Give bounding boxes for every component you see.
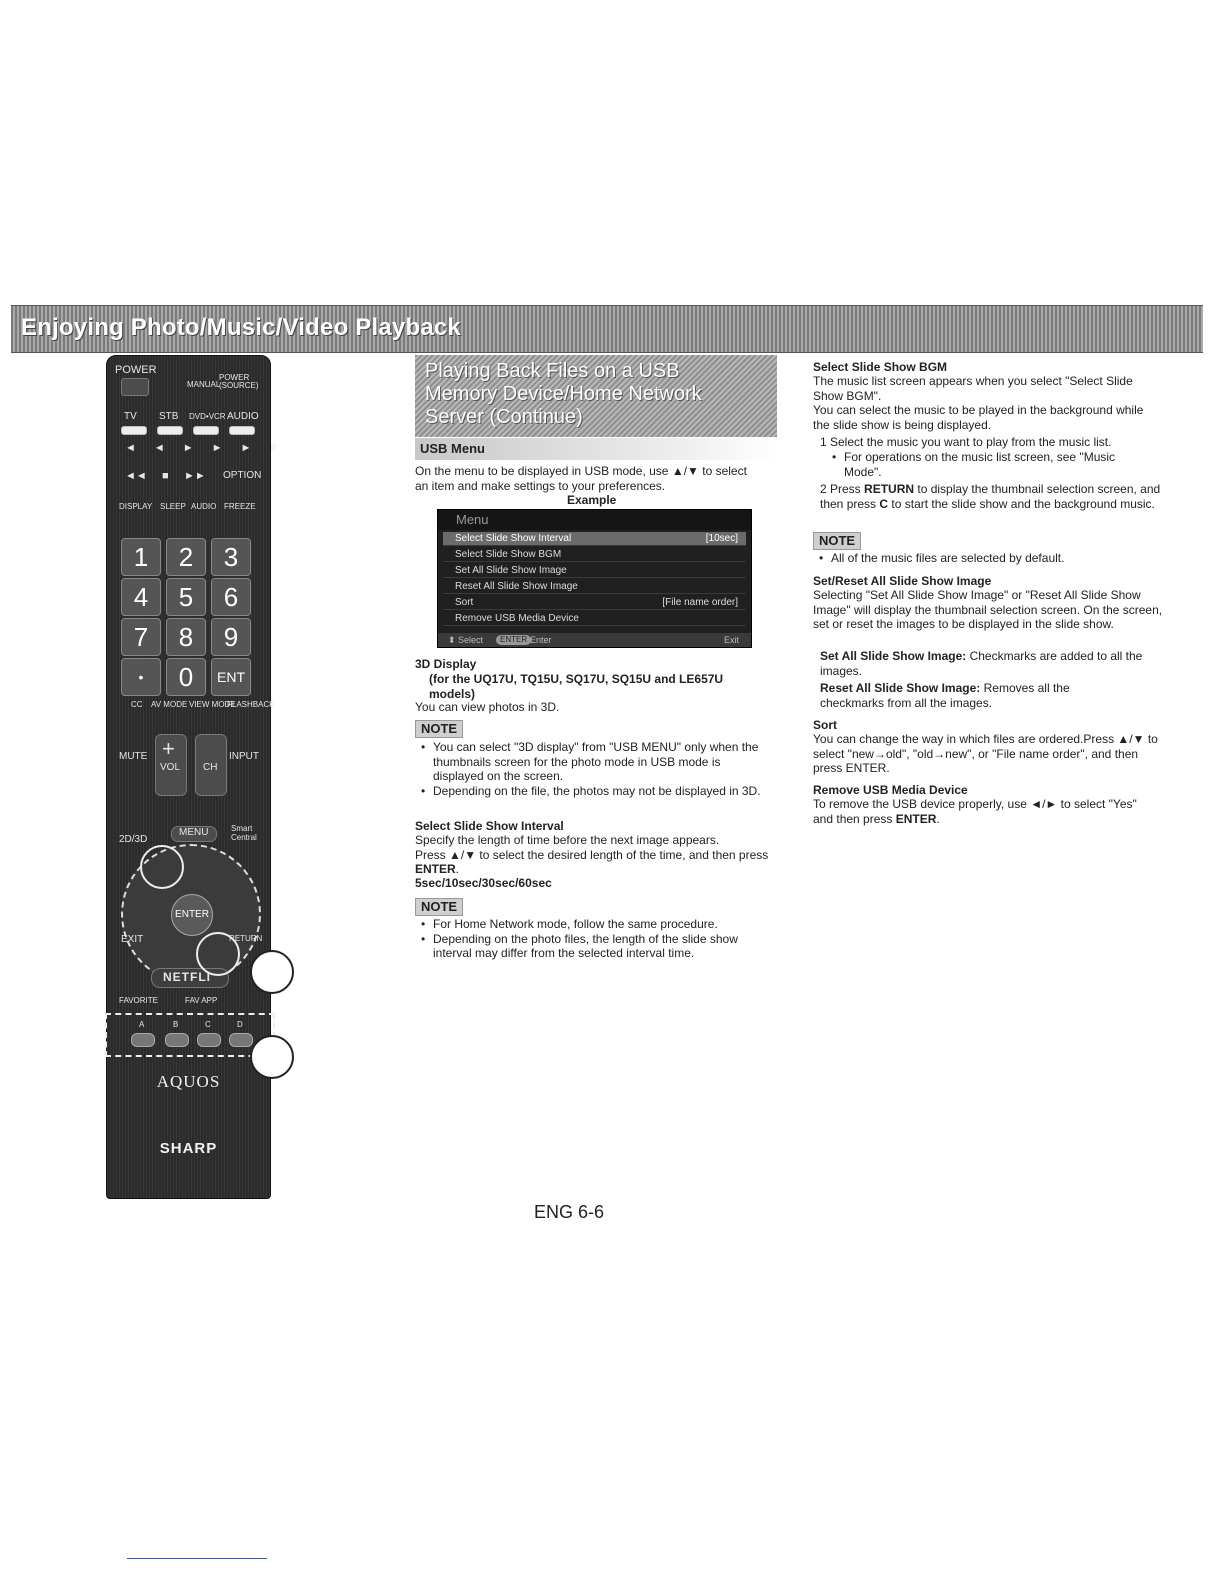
remote-key-a	[131, 1033, 155, 1047]
remote-key-b-label: B	[173, 1020, 179, 1029]
note-item: • Depending on the file, the photos may not be displayed in 3D.	[421, 783, 761, 798]
menu-row-value: [File name order]	[662, 597, 738, 608]
menu-row	[443, 548, 746, 562]
remove-text: To remove the USB device properly, use ◄/► to select "Yes" and then press ENTER.	[813, 797, 1137, 826]
remote-ch-label: CH	[203, 762, 218, 773]
remote-cc-label: CC	[131, 700, 143, 709]
remote-key-5: 5	[166, 578, 206, 616]
sort-text: You can change the way in which files are ordered.Press ▲/▼ to select "new→old", "old→new", or "File name order", and then press ENTER.	[813, 732, 1158, 775]
chapter-banner	[11, 305, 1203, 353]
usb-menu-screenshot	[437, 509, 752, 648]
remote-key-7: 7	[121, 618, 161, 656]
remote-key-dot: •	[121, 658, 161, 696]
note-item: • Depending on the photo files, the length of the slide show interval may differ from the selected interval time.	[421, 931, 738, 960]
display3d-text: You can view photos in 3D.	[415, 700, 560, 714]
remote-key-2: 2	[166, 538, 206, 576]
remote-enter-button: ENTER	[171, 894, 213, 936]
remote-viewmode-label: VIEW MODE	[189, 700, 236, 709]
bgm-text: The music list screen appears when you select "Select Slide Show BGM".	[813, 374, 1133, 403]
note-list	[421, 740, 773, 798]
pointing-hand-icon	[140, 845, 184, 889]
pointing-hand-icon	[250, 1035, 294, 1079]
remote-key-6: 6	[211, 578, 251, 616]
remote-audio-label: AUDIO	[191, 502, 217, 511]
remote-transport-row1: ◄◄►►►॥	[125, 442, 295, 454]
menu-row-label: Set All Slide Show Image	[455, 565, 567, 576]
remote-netflix-label: NETFLI	[163, 970, 211, 984]
remote-stb-button	[157, 426, 183, 435]
remote-sleep-label: SLEEP	[160, 502, 186, 511]
section-title: Playing Back Files on a USB Memory Device/Home Network Server (Continue)	[425, 360, 702, 428]
remote-return-label: RETURN	[229, 934, 263, 943]
remote-smart-central-label: Smart Central	[231, 824, 257, 842]
remote-avmode-label: AV MODE	[151, 700, 188, 709]
remote-key-b	[165, 1033, 189, 1047]
pointing-hand-icon	[250, 950, 294, 994]
remote-option-label: OPTION	[223, 470, 262, 481]
menu-row-label: Sort	[455, 597, 474, 608]
remote-tv-button	[121, 426, 147, 435]
remote-key-3: 3	[211, 538, 251, 576]
note-list	[421, 917, 773, 961]
bgm-step-2: 2 Press RETURN to display the thumbnail selection screen, and then press C to start the slide show and the background music.	[820, 482, 1161, 511]
remote-key-c	[197, 1033, 221, 1047]
remote-control-illustration	[106, 355, 295, 1199]
enter-key-text: ENTER	[415, 862, 456, 876]
setall-item: Set All Slide Show Image: Checkmarks are added to all the images.	[820, 649, 1143, 678]
remote-key-4: 4	[121, 578, 161, 616]
remote-input-audio: AUDIO	[227, 411, 259, 422]
remote-favorite-label: FAVORITE	[119, 996, 158, 1005]
remote-key-ent: ENT	[211, 658, 251, 696]
resetall-item: Reset All Slide Show Image: Removes all the checkmarks from all the images.	[820, 681, 1070, 710]
example-label: Example	[567, 493, 617, 507]
remote-favapp-label: FAV APP	[185, 996, 218, 1005]
note-badge: NOTE	[415, 720, 463, 738]
page-number: ENG 6-6	[534, 1202, 605, 1222]
remote-freeze-label: FREEZE	[224, 502, 256, 511]
remote-transport-row2: ◄◄ ■ ►►	[125, 470, 206, 482]
remote-power-button	[121, 378, 149, 396]
remote-display-label: DISPLAY	[119, 502, 153, 511]
setreset-heading: Set/Reset All Slide Show Image	[813, 574, 992, 588]
remote-vol-label: VOL	[160, 762, 181, 773]
setreset-text: Selecting "Set All Slide Show Image" or "Reset All Slide Show Image" will display the thumbnail selection screen. On the screen, set or reset the images to be displayed in the slide show.	[813, 588, 1163, 631]
remote-key-9: 9	[211, 618, 251, 656]
footer-rule	[127, 1558, 267, 1559]
remote-menu-label: MENU	[179, 827, 209, 838]
menu-row-label: Select Slide Show BGM	[455, 549, 562, 560]
display3d-models: (for the UQ17U, TQ15U, SQ17U, SQ15U and LE657U models)	[429, 672, 724, 701]
remote-vol-plus: +	[162, 736, 175, 761]
menu-row-label: Reset All Slide Show Image	[455, 581, 578, 592]
note-badge: NOTE	[415, 898, 463, 916]
remote-audio-button	[229, 426, 255, 435]
remote-key-0: 0	[166, 658, 206, 696]
menu-footer-select: ⬍ Select	[448, 635, 484, 645]
sort-heading: Sort	[813, 718, 837, 732]
menu-row	[443, 564, 746, 578]
remote-key-c-label: C	[205, 1020, 211, 1029]
menu-row-value: [10sec]	[705, 533, 738, 544]
menu-row-label: Remove USB Media Device	[455, 613, 579, 624]
menu-row-label: Select Slide Show Interval	[455, 533, 572, 544]
remote-mute-label: MUTE	[119, 751, 148, 762]
menu-row	[443, 532, 746, 546]
bgm-step-1-bullet: • For operations on the music list screen, see "Music Mode".	[832, 450, 1116, 479]
remote-2d3d-label: 2D/3D	[119, 834, 148, 845]
remote-key-1: 1	[121, 538, 161, 576]
interval-text: Specify the length of time before the next image appears. Press ▲/▼ to select the desired length of the time, and then press ENTER.	[415, 833, 769, 876]
remote-flashback-label: FLASHBACK	[227, 700, 275, 709]
remote-input-stb: STB	[159, 411, 179, 422]
note-item: • All of the music files are selected by default.	[819, 551, 1065, 565]
interval-options: 5sec/10sec/30sec/60sec	[415, 876, 552, 890]
usb-menu-subhead: USB Menu	[420, 441, 485, 456]
usb-menu-intro: On the menu to be displayed in USB mode, use ▲/▼ to select an item and make settings to your preferences.	[415, 464, 747, 493]
remote-key-a-label: A	[139, 1020, 145, 1029]
bgm-text-2: You can select the music to be played in the background while the slide show is being displayed.	[813, 403, 1144, 432]
menu-footer-exit: Exit	[723, 635, 739, 645]
remove-heading: Remove USB Media Device	[813, 783, 968, 797]
menu-row	[443, 580, 746, 594]
remote-input-dvd: DVD•VCR	[189, 412, 226, 421]
remote-input-label: INPUT	[229, 751, 259, 762]
note-item: • You can select "3D display" from "USB MENU" only when the thumbnails screen for the photo mode in USB mode is displayed on the screen.	[421, 740, 759, 783]
display3d-heading: 3D Display	[415, 657, 477, 671]
pointing-hand-icon	[196, 932, 240, 976]
remote-power-label: POWER	[115, 364, 157, 376]
menu-footer	[438, 633, 751, 647]
menu-footer-enter-key: ENTER	[496, 635, 531, 645]
remote-exit-label: EXIT	[121, 934, 144, 945]
usb-menu-subhead-bar	[415, 438, 777, 460]
note-badge: NOTE	[813, 532, 861, 550]
interval-heading: Select Slide Show Interval	[415, 819, 564, 833]
menu-row	[443, 596, 746, 610]
remote-input-tv: TV	[124, 411, 137, 422]
chapter-title: Enjoying Photo/Music/Video Playback	[21, 314, 461, 341]
menu-footer-enter-label: Enter	[530, 635, 552, 645]
remote-power-source-label: POWER (SOURCE)	[219, 373, 259, 390]
remote-key-8: 8	[166, 618, 206, 656]
bgm-heading: Select Slide Show BGM	[813, 360, 948, 374]
remote-sharp-logo: SHARP	[159, 1140, 218, 1157]
menu-row	[443, 612, 746, 626]
remote-dvd-button	[193, 426, 219, 435]
menu-title: Menu	[438, 510, 751, 530]
remote-key-d	[229, 1033, 253, 1047]
remote-manual-label: MANUAL	[187, 380, 221, 389]
remote-aquos-logo: AQUOS	[156, 1072, 221, 1091]
note-item: • For Home Network mode, follow the same procedure.	[421, 917, 718, 931]
bgm-step-1: 1 Select the music you want to play from the music list.	[820, 435, 1112, 449]
remote-key-d-label: D	[237, 1020, 243, 1029]
section-banner	[415, 355, 777, 437]
